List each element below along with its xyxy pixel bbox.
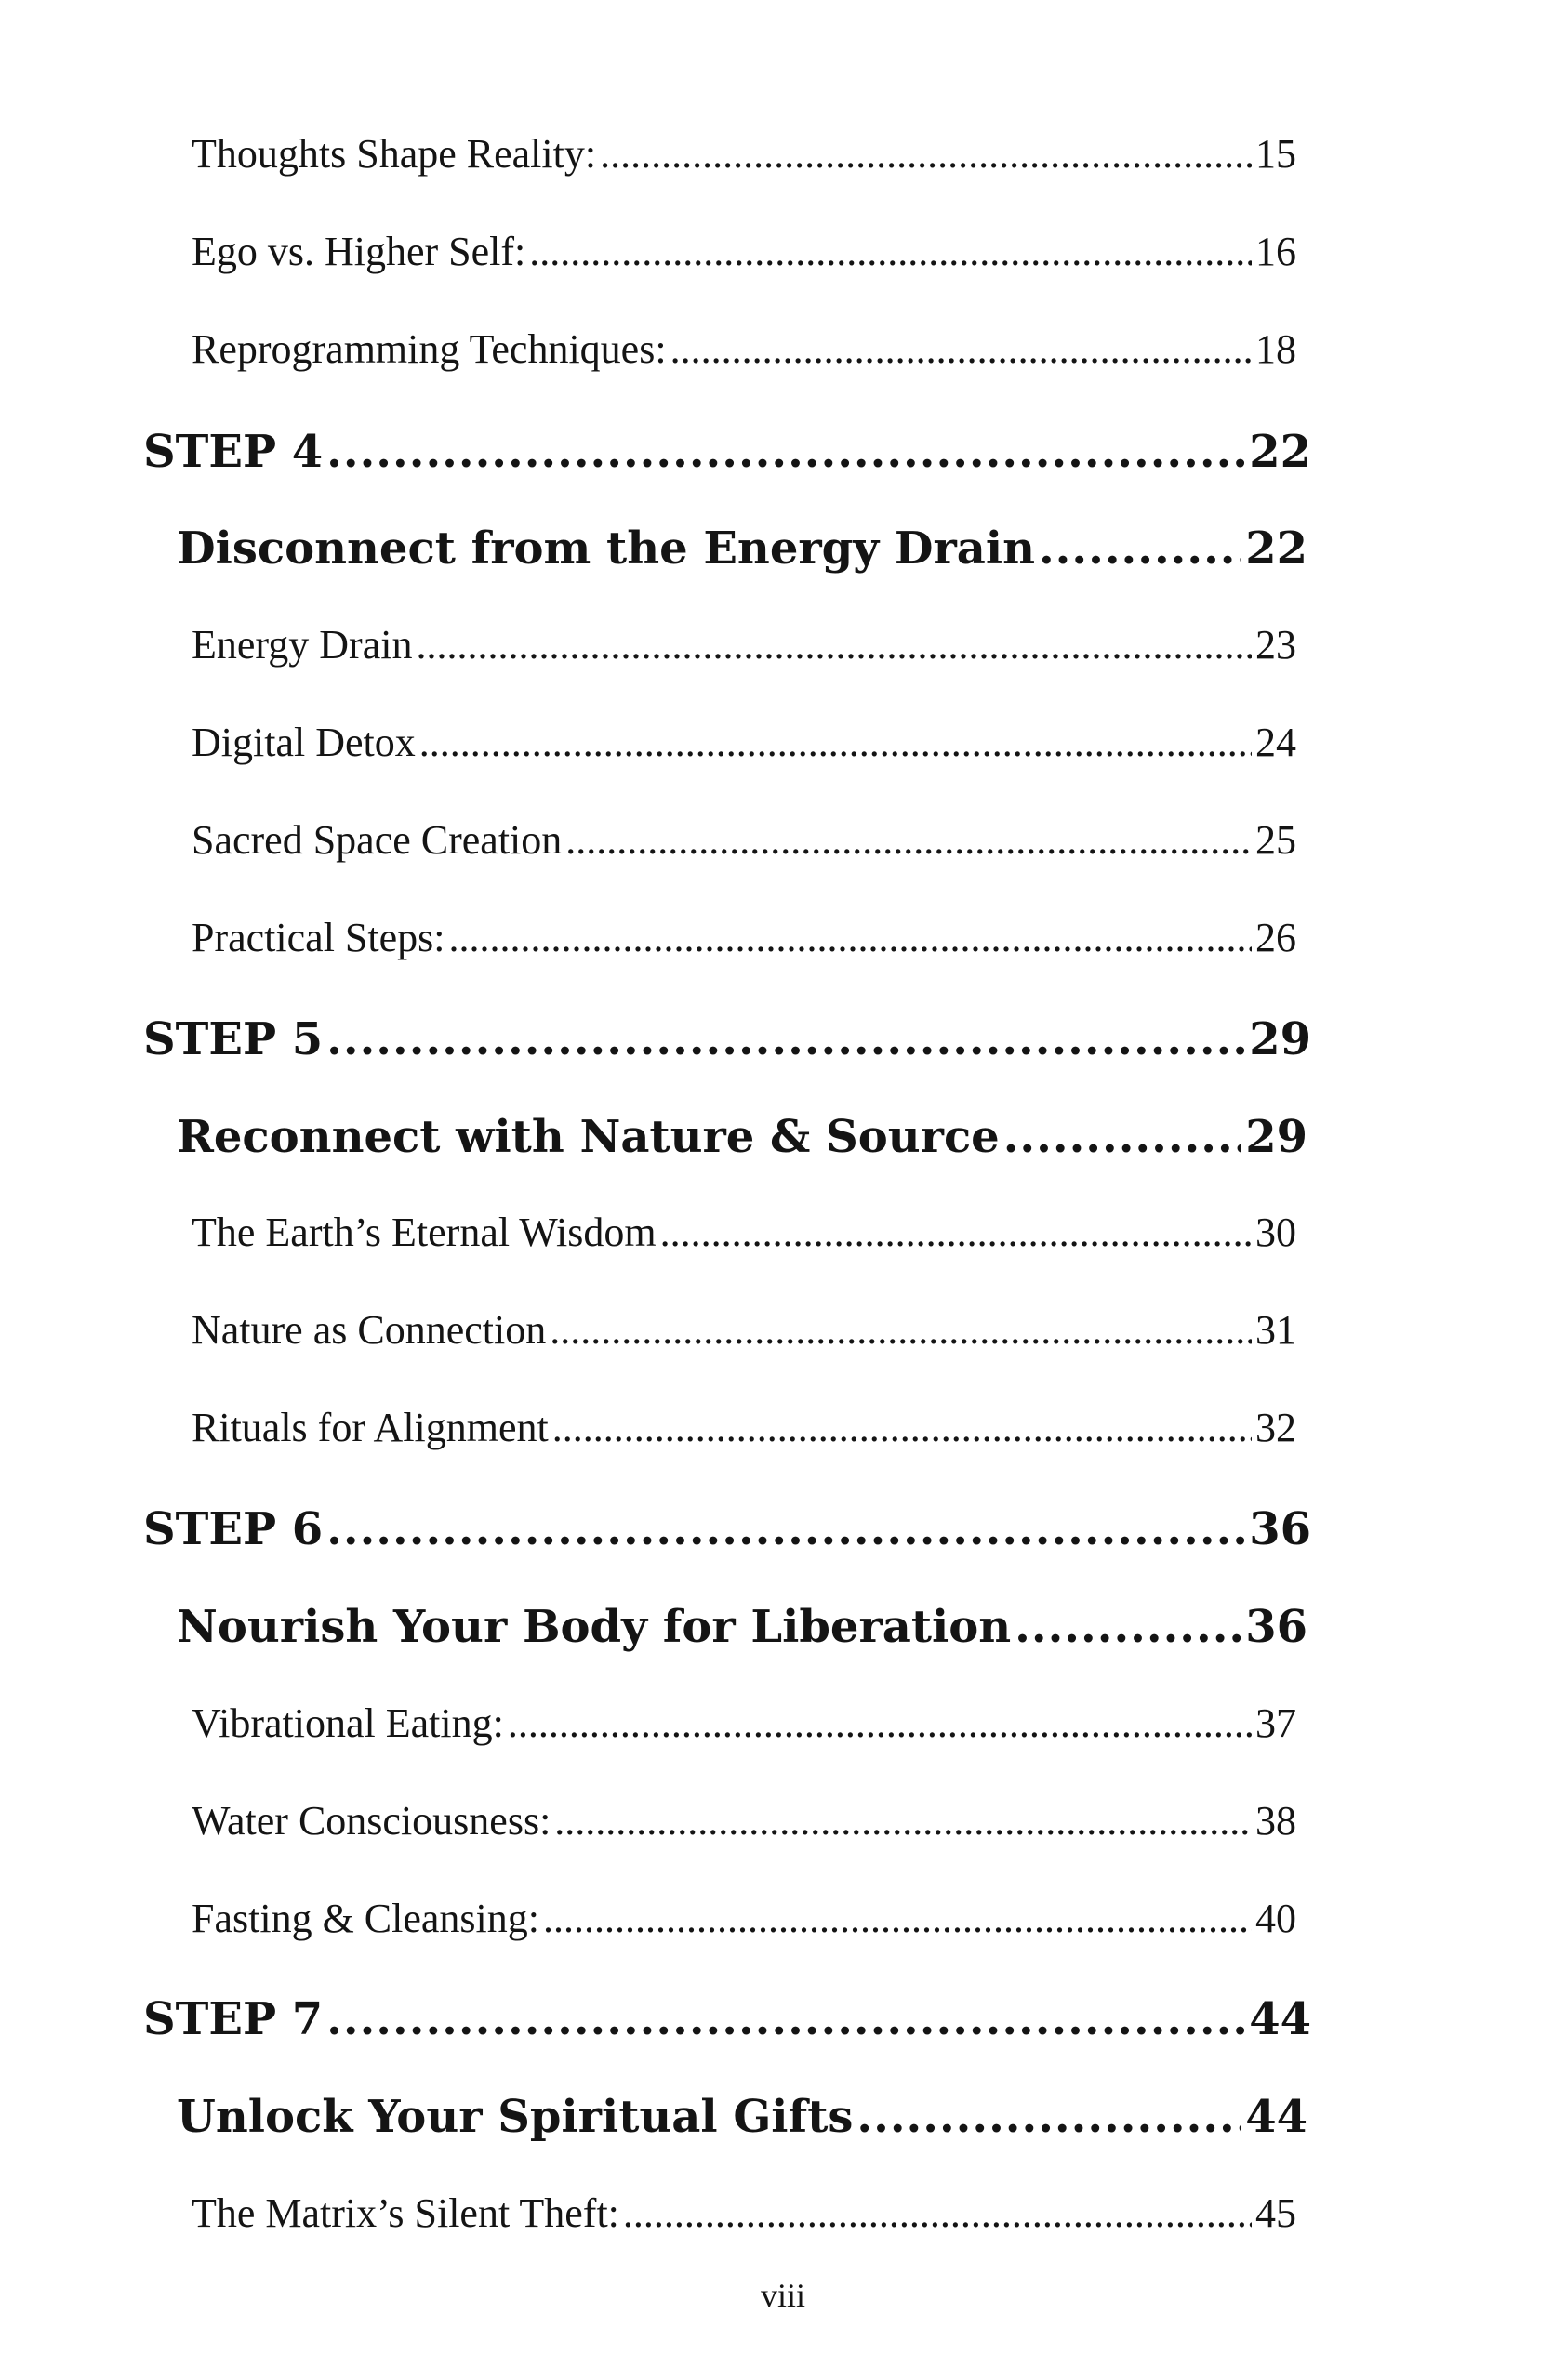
toc-entry-title: Reconnect with Nature & Source [177,1111,1000,1163]
toc-entry [192,2189,1296,2237]
toc-entry-title: Practical Steps: [192,915,445,960]
dot-leader [449,914,1253,961]
toc-entry-title: Water Consciousness: [192,1798,551,1844]
dot-leader [660,1209,1252,1256]
toc-entry-page: 25 [1255,817,1296,863]
toc-entry-page: 31 [1255,1307,1296,1353]
toc-entry-page: 24 [1255,720,1296,765]
toc-entry-title: Reprogramming Techniques: [192,326,667,372]
toc-entry-title: Energy Drain [192,622,413,668]
dot-leader [416,621,1252,668]
toc-entry-page: 22 [1245,522,1307,575]
toc-step-heading [143,426,1311,478]
toc-entry-page: 16 [1255,229,1296,274]
toc-step-heading [143,1503,1311,1555]
toc-entry-page: 30 [1255,1210,1296,1255]
toc-entry-title: Nourish Your Body for Liberation [177,1601,1012,1653]
dot-leader [326,1993,1245,2045]
toc-entry-title: Digital Detox [192,720,416,765]
toc-entry-page: 22 [1249,426,1311,478]
toc-entry-title: Thoughts Shape Reality: [192,131,597,177]
toc-entry [192,228,1296,275]
toc-entry-title: Ego vs. Higher Self: [192,229,526,274]
toc-entry-title: Disconnect from the Energy Drain [177,522,1035,575]
dot-leader [326,1013,1245,1065]
toc-entry [192,1306,1296,1354]
toc-entry [192,914,1296,961]
toc-entry [192,1699,1296,1747]
toc-entry-page: 32 [1255,1405,1296,1450]
toc-step-heading [143,1993,1311,2045]
dot-leader [623,2189,1252,2237]
toc-entry [192,816,1296,864]
toc-entry-page: 44 [1245,2091,1307,2143]
toc-entry-title: The Earth’s Eternal Wisdom [192,1210,657,1255]
dot-leader [508,1699,1252,1747]
toc-entry [192,719,1296,766]
toc-entry-title: Sacred Space Creation [192,817,563,863]
toc-entry-page: 36 [1245,1601,1307,1653]
toc-entry [192,1895,1296,1942]
dot-leader [529,228,1252,275]
toc-section-heading [177,2091,1307,2143]
toc-entry-title: STEP 4 [143,426,324,478]
toc-entry [192,130,1296,178]
toc-entry-title: STEP 6 [143,1503,324,1555]
toc-entry-title: Unlock Your Spiritual Gifts [177,2091,854,2143]
toc-entry [192,1209,1296,1256]
dot-leader [670,325,1252,373]
toc-section-heading [177,522,1307,575]
toc-entry-page: 38 [1255,1798,1296,1844]
toc-entry-page: 15 [1255,131,1296,177]
toc-entry-title: Fasting & Cleansing: [192,1896,539,1941]
toc-entry [192,1797,1296,1844]
toc-entry-title: STEP 5 [143,1013,324,1065]
dot-leader [326,426,1245,478]
dot-leader [600,130,1252,178]
toc-entry [192,1404,1296,1451]
toc-entry-page: 45 [1255,2190,1296,2236]
toc-entry-page: 37 [1255,1700,1296,1746]
dot-leader [565,816,1252,864]
dot-leader [419,719,1252,766]
dot-leader [326,1503,1245,1555]
dot-leader [856,2091,1241,2143]
toc-entry [192,621,1296,668]
toc-entry-page: 26 [1255,915,1296,960]
toc-step-heading [143,1013,1311,1065]
dot-leader [1003,1111,1241,1163]
toc-entry-page: 23 [1255,622,1296,668]
toc-entry-title: The Matrix’s Silent Theft: [192,2190,619,2236]
toc-entry-title: Vibrational Eating: [192,1700,504,1746]
toc-entry-page: 44 [1249,1993,1311,2045]
toc-entry-title: Nature as Connection [192,1307,547,1353]
dot-leader [554,1797,1252,1844]
toc-entry-page: 18 [1255,326,1296,372]
toc-entry-page: 29 [1245,1111,1307,1163]
toc-entry [192,325,1296,373]
toc-section-heading [177,1601,1307,1653]
toc-entry-page: 40 [1255,1896,1296,1941]
dot-leader [550,1306,1252,1354]
toc-section-heading [177,1111,1307,1163]
toc-entry-title: Rituals for Alignment [192,1405,549,1450]
dot-leader [1015,1601,1241,1653]
toc-entry-page: 36 [1249,1503,1311,1555]
toc-entry-title: STEP 7 [143,1993,324,2045]
toc-entry-page: 29 [1249,1013,1311,1065]
dot-leader [552,1404,1252,1451]
dot-leader [1039,522,1241,575]
page-number: viii [760,2277,805,2314]
dot-leader [543,1895,1252,1942]
